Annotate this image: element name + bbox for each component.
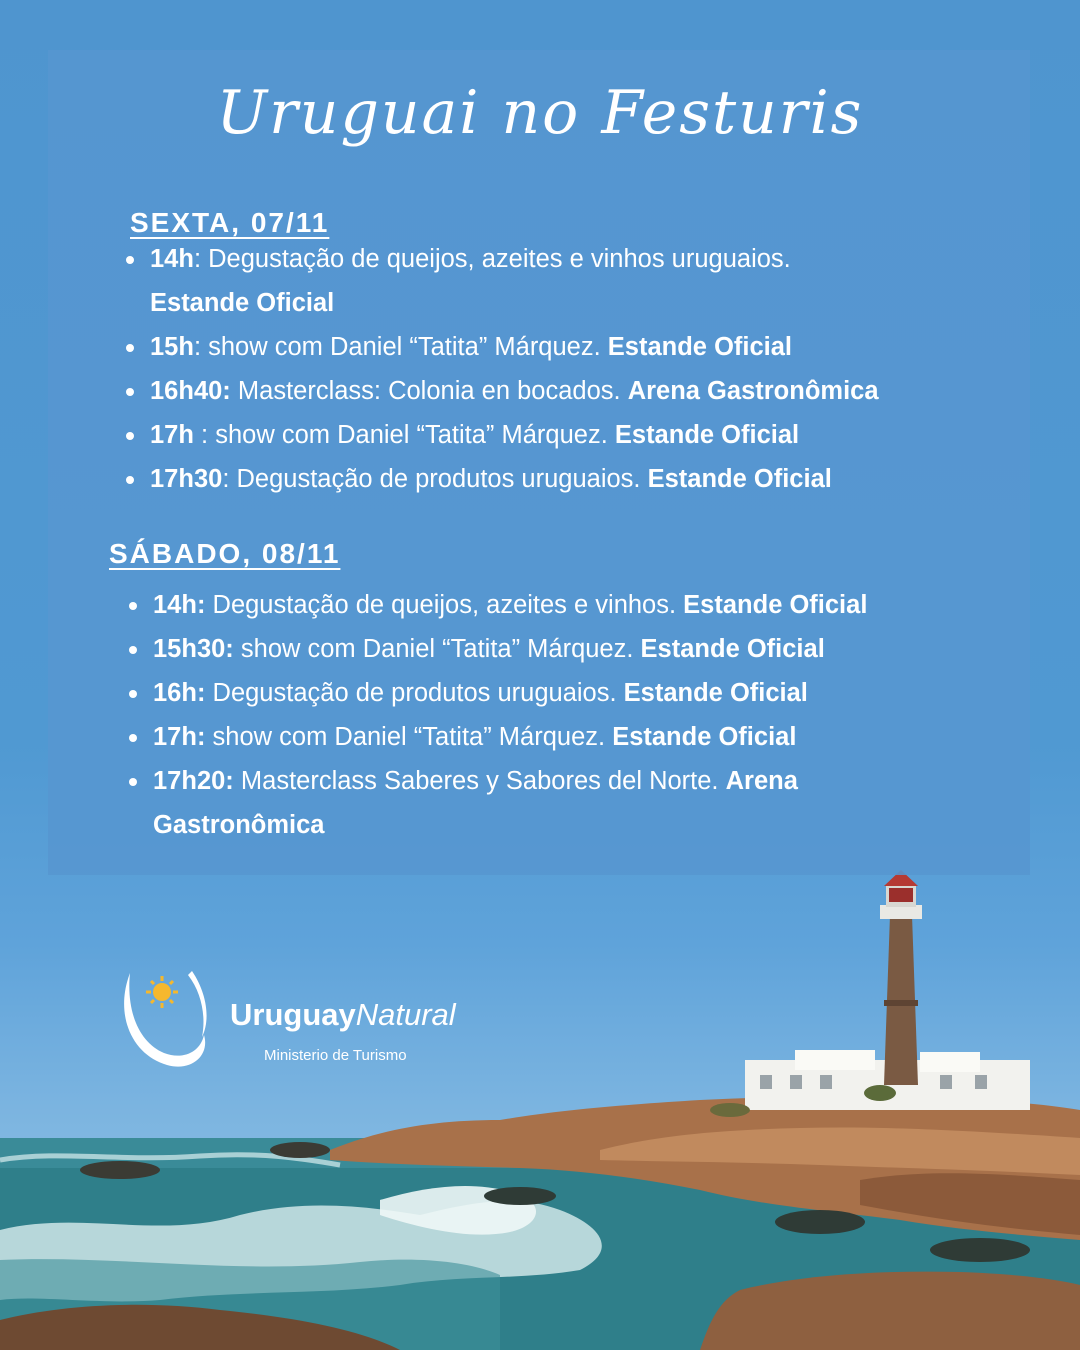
list-item: 15h30: show com Daniel “Tatita” Márquez. Estande Oficial [129,627,867,671]
logo-wordmark: UruguayNatural [230,997,456,1032]
list-item: 16h40: Masterclass: Colonia en bocados. Arena Gastronômica [126,369,879,413]
list-item: 17h : show com Daniel “Tatita” Márquez. Estande Oficial [126,413,879,457]
list-item: 17h20: Masterclass Saberes y Sabores del Norte. Arena Gastronômica [129,759,867,847]
schedule-list-saturday [129,583,867,847]
list-item: 14h: Degustação de queijos, azeites e vinhos uruguaios. Estande Oficial [126,237,879,325]
logo-subtitle: Ministerio de Turismo [264,1047,407,1064]
uruguay-natural-logo [122,965,502,1075]
list-item: 14h: Degustação de queijos, azeites e vinhos. Estande Oficial [129,583,867,627]
list-item: 15h: show com Daniel “Tatita” Márquez. Estande Oficial [126,325,879,369]
day-heading-friday: SEXTA, 07/11 [130,207,330,238]
day-heading-saturday: SÁBADO, 08/11 [109,538,341,569]
list-item: 17h: show com Daniel “Tatita” Márquez. Estande Oficial [129,715,867,759]
page-title: Uruguai no Festuris [216,78,864,148]
sun-emblem-icon [122,965,222,1075]
schedule-list-friday [126,237,879,501]
list-item: 16h: Degustação de produtos uruguaios. Estande Oficial [129,671,867,715]
list-item: 17h30: Degustação de produtos uruguaios. Estande Oficial [126,457,879,501]
